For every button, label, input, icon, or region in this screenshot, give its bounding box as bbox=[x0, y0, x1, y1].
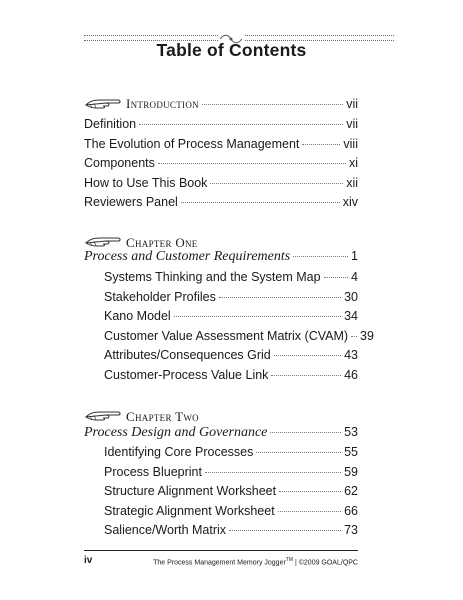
toc-entry-page: 66 bbox=[344, 504, 358, 518]
toc-entry-page: 1 bbox=[351, 249, 358, 263]
toc-entry[interactable] bbox=[104, 309, 358, 323]
page-title: Table of Contents bbox=[156, 40, 307, 60]
toc-entry-page: 39 bbox=[360, 329, 374, 343]
footer-text bbox=[153, 557, 358, 566]
toc-entry-label: Components bbox=[84, 156, 155, 170]
toc-entry-page: 55 bbox=[344, 445, 358, 459]
leader-dots bbox=[174, 316, 341, 317]
toc-entry-page: viii bbox=[343, 137, 358, 151]
toc-entry-page: 59 bbox=[344, 465, 358, 479]
leader-dots bbox=[274, 355, 341, 356]
toc-entry-label: Strategic Alignment Worksheet bbox=[104, 504, 275, 518]
leader-dots bbox=[139, 124, 343, 125]
leader-dots bbox=[229, 530, 341, 531]
toc-entry-page: 30 bbox=[344, 290, 358, 304]
toc-entry-label: Identifying Core Processes bbox=[104, 445, 254, 459]
leader-dots bbox=[210, 183, 343, 184]
toc-entry-page: vii bbox=[346, 97, 358, 111]
footer-rule bbox=[84, 550, 358, 551]
toc-entry-page: 43 bbox=[344, 348, 358, 362]
toc-entry-page: 34 bbox=[344, 309, 358, 323]
toc-entry[interactable] bbox=[104, 270, 358, 284]
toc-entry-page: 73 bbox=[344, 523, 358, 537]
toc-entry-page: 4 bbox=[351, 270, 358, 284]
toc-chapter-title[interactable] bbox=[84, 249, 358, 265]
trademark-mark: TM bbox=[285, 557, 294, 563]
toc-entry-label: Kano Model bbox=[104, 309, 171, 323]
footer-book-title: The Process Management Memory Jogger bbox=[153, 559, 286, 567]
toc-entry-label: Attributes/Consequences Grid bbox=[104, 348, 271, 362]
chapter-heading: Chapter One bbox=[126, 235, 198, 250]
toc-entry-label: Salience/Worth Matrix bbox=[104, 523, 227, 537]
toc-entry-label: Introduction bbox=[126, 96, 199, 111]
leader-dots bbox=[256, 452, 341, 453]
toc-entry-page: vii bbox=[346, 117, 358, 131]
leader-dots bbox=[351, 336, 357, 337]
toc-entry-label: Process Blueprint bbox=[104, 465, 202, 479]
toc-entry-label: Stakeholder Profiles bbox=[104, 290, 216, 304]
toc-entry[interactable] bbox=[104, 368, 358, 382]
toc-entry[interactable] bbox=[104, 484, 358, 498]
toc-chapter-title[interactable] bbox=[84, 425, 358, 441]
leader-dots bbox=[302, 144, 340, 145]
toc-entry-label: Customer-Process Value Link bbox=[104, 368, 269, 382]
pointing-hand-icon bbox=[84, 403, 124, 423]
toc-entry-page: 62 bbox=[344, 484, 358, 498]
toc-entry[interactable] bbox=[84, 176, 358, 190]
leader-dots bbox=[219, 297, 341, 298]
chapter-heading: Chapter Two bbox=[126, 409, 199, 424]
toc-entry[interactable] bbox=[84, 117, 358, 131]
toc-entry-page: 53 bbox=[344, 425, 358, 439]
footer-page-number: iv bbox=[84, 555, 93, 566]
toc-entry-introduction[interactable] bbox=[84, 96, 358, 112]
toc-entry-label: Definition bbox=[84, 117, 137, 131]
leader-dots bbox=[293, 256, 348, 257]
toc-entry[interactable] bbox=[104, 290, 358, 304]
toc-entry-page: xi bbox=[348, 156, 358, 170]
toc-entry-label: Structure Alignment Worksheet bbox=[104, 484, 277, 498]
toc-entry-label: Systems Thinking and the System Map bbox=[104, 270, 321, 284]
toc-entry[interactable] bbox=[104, 465, 358, 479]
toc-entry-page: xiv bbox=[342, 195, 358, 209]
leader-dots bbox=[279, 491, 341, 492]
toc-entry[interactable] bbox=[84, 195, 358, 209]
footer-copyright: | ©2009 GOAL/QPC bbox=[294, 559, 358, 567]
toc-entry[interactable] bbox=[104, 329, 374, 343]
toc-entry[interactable] bbox=[104, 523, 358, 537]
toc-entry-label: How to Use This Book bbox=[84, 176, 208, 190]
toc-entry-label: Reviewers Panel bbox=[84, 195, 178, 209]
leader-dots bbox=[205, 472, 341, 473]
leader-dots bbox=[158, 163, 346, 164]
leader-dots bbox=[181, 202, 340, 203]
toc-entry[interactable] bbox=[84, 156, 358, 170]
toc-entry-label: Process and Customer Requirements bbox=[84, 249, 291, 264]
leader-dots bbox=[202, 104, 343, 105]
toc-entry[interactable] bbox=[104, 348, 358, 362]
leader-dots bbox=[278, 511, 341, 512]
toc-entry[interactable] bbox=[104, 445, 358, 459]
leader-dots bbox=[324, 277, 349, 278]
toc-entry-label: The Evolution of Process Management bbox=[84, 137, 300, 151]
leader-dots bbox=[270, 432, 341, 433]
toc-entry-page: xii bbox=[346, 176, 358, 190]
toc-entry[interactable] bbox=[84, 137, 358, 151]
pointing-hand-icon bbox=[84, 229, 124, 249]
toc-entry-page: 46 bbox=[344, 368, 358, 382]
toc-entry-label: Process Design and Governance bbox=[84, 425, 268, 440]
leader-dots bbox=[271, 375, 341, 376]
toc-entry[interactable] bbox=[104, 504, 358, 518]
toc-entry-label: Customer Value Assessment Matrix (CVAM) bbox=[104, 329, 349, 343]
